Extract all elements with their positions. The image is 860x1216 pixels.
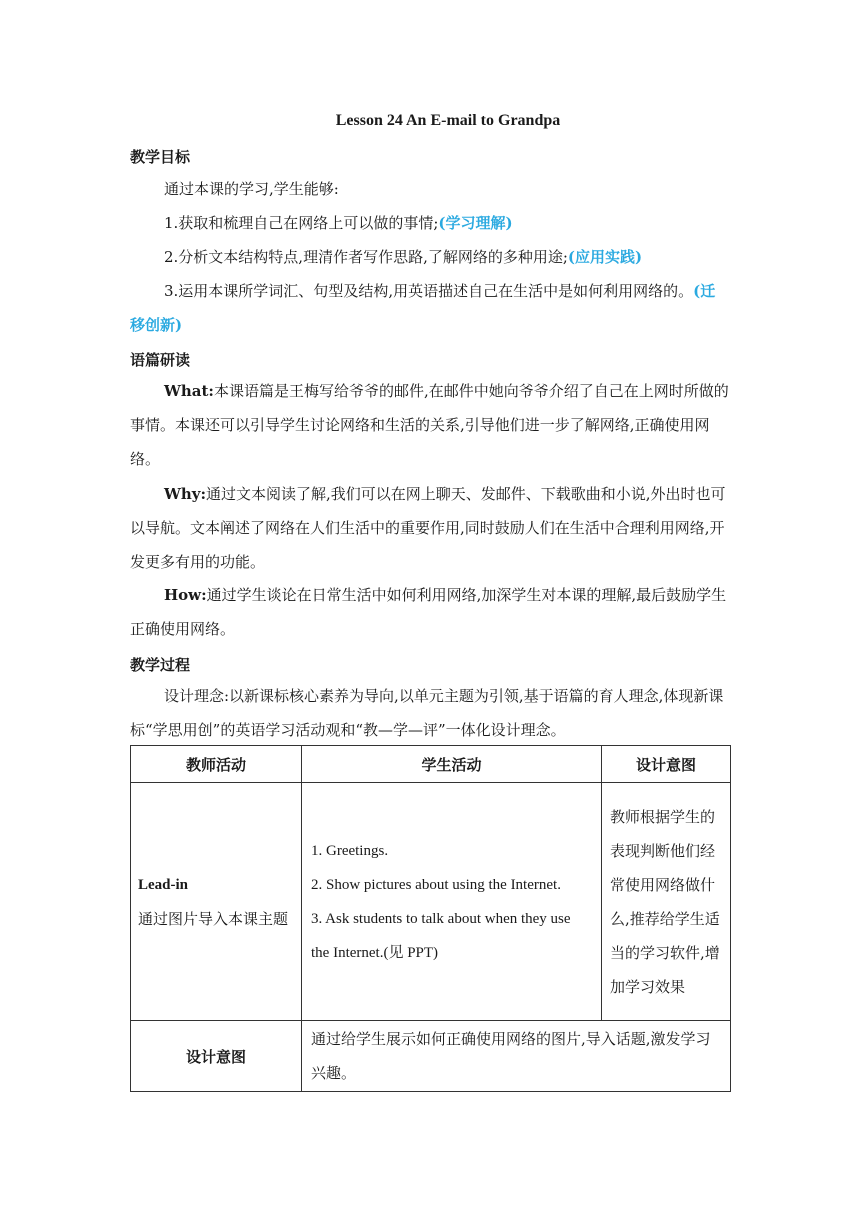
list-item: 2. Show pictures about using the Internet.: [311, 876, 561, 893]
how-text: 通过学生谈论在日常生活中如何利用网络,加深学生对本课的理解,最后鼓励学生正确使用网络。: [130, 586, 727, 638]
student-activity-cell: [302, 783, 602, 1021]
lesson-plan-table: [130, 745, 731, 1092]
process-heading: 教学过程: [130, 656, 191, 674]
table-header-row: [131, 746, 731, 783]
what-text: 本课语篇是王梅写给爷爷的邮件,在邮件中她向爷爷介绍了自己在上网时所做的事情。本课还可以引导学生讨论网络和生活的关系,引导他们进一步了解网络,正确使用网络。: [130, 382, 729, 468]
objectives-heading: 教学目标: [130, 148, 191, 166]
analysis-why: [130, 477, 730, 579]
header-student-activity: 学生活动: [302, 746, 602, 783]
objective-item-3: [130, 274, 730, 342]
list-item: 3. Ask students to talk about when they use the Internet.(见 PPT): [311, 910, 571, 961]
lead-in-title: Lead-in: [138, 876, 189, 893]
design-intent-text: 教师根据学生的表现判断他们经常使用网络做什么,推荐给学生适当的学习软件,增加学习效果: [610, 807, 720, 996]
design-concept: 设计理念:以新课标核心素养为导向,以单元主题为引领,基于语篇的育人理念,体现新课标“学思用创”的英语学习活动观和“教—学—评”一体化设计理念。: [130, 687, 724, 739]
design-intent-label: 设计意图: [131, 1021, 302, 1092]
teacher-activity-cell: [131, 783, 302, 1021]
list-item: 1. Greetings.: [311, 842, 389, 859]
why-text: 通过文本阅读了解,我们可以在网上聊天、发邮件、下载歌曲和小说,外出时也可以导航。文本阐述了网络在人们生活中的重要作用,同时鼓励人们在生活中合理利用网络,开发更多有用的功能。: [130, 485, 726, 571]
what-label: What:: [164, 382, 214, 400]
objective-item-2: [130, 240, 730, 274]
design-intent-summary: 通过给学生展示如何正确使用网络的图片,导入话题,激发学习兴趣。: [311, 1030, 711, 1082]
analysis-how: [130, 578, 730, 646]
objective-text: 3.运用本课所学词汇、句型及结构,用英语描述自己在生活中是如何利用网络的。: [164, 282, 694, 300]
analysis-heading: 语篇研读: [130, 351, 191, 369]
header-teacher-activity: 教师活动: [131, 746, 302, 783]
objective-text: 1.获取和梳理自己在网络上可以做的事情;: [164, 214, 439, 232]
objective-item-1: [130, 206, 730, 240]
table-row: [131, 783, 731, 1021]
design-intent-summary-cell: [302, 1021, 731, 1092]
design-intent-cell: [602, 783, 731, 1021]
table-row: [131, 1021, 731, 1092]
header-design-intent: 设计意图: [602, 746, 731, 783]
lesson-title: Lesson 24 An E-mail to Grandpa: [335, 112, 561, 129]
objective-tag: (学习理解): [438, 214, 513, 232]
objectives-intro: 通过本课的学习,学生能够:: [164, 180, 339, 198]
objective-text: 2.分析文本结构特点,理清作者写作思路,了解网络的多种用途;: [164, 248, 568, 266]
objective-tag: (应用实践): [567, 248, 643, 266]
why-label: Why:: [164, 485, 207, 503]
lead-in-desc: 通过图片导入本课主题: [138, 909, 289, 928]
objective-tag: (迁移创新): [130, 282, 716, 334]
analysis-what: [130, 374, 730, 476]
how-label: How:: [164, 586, 207, 604]
